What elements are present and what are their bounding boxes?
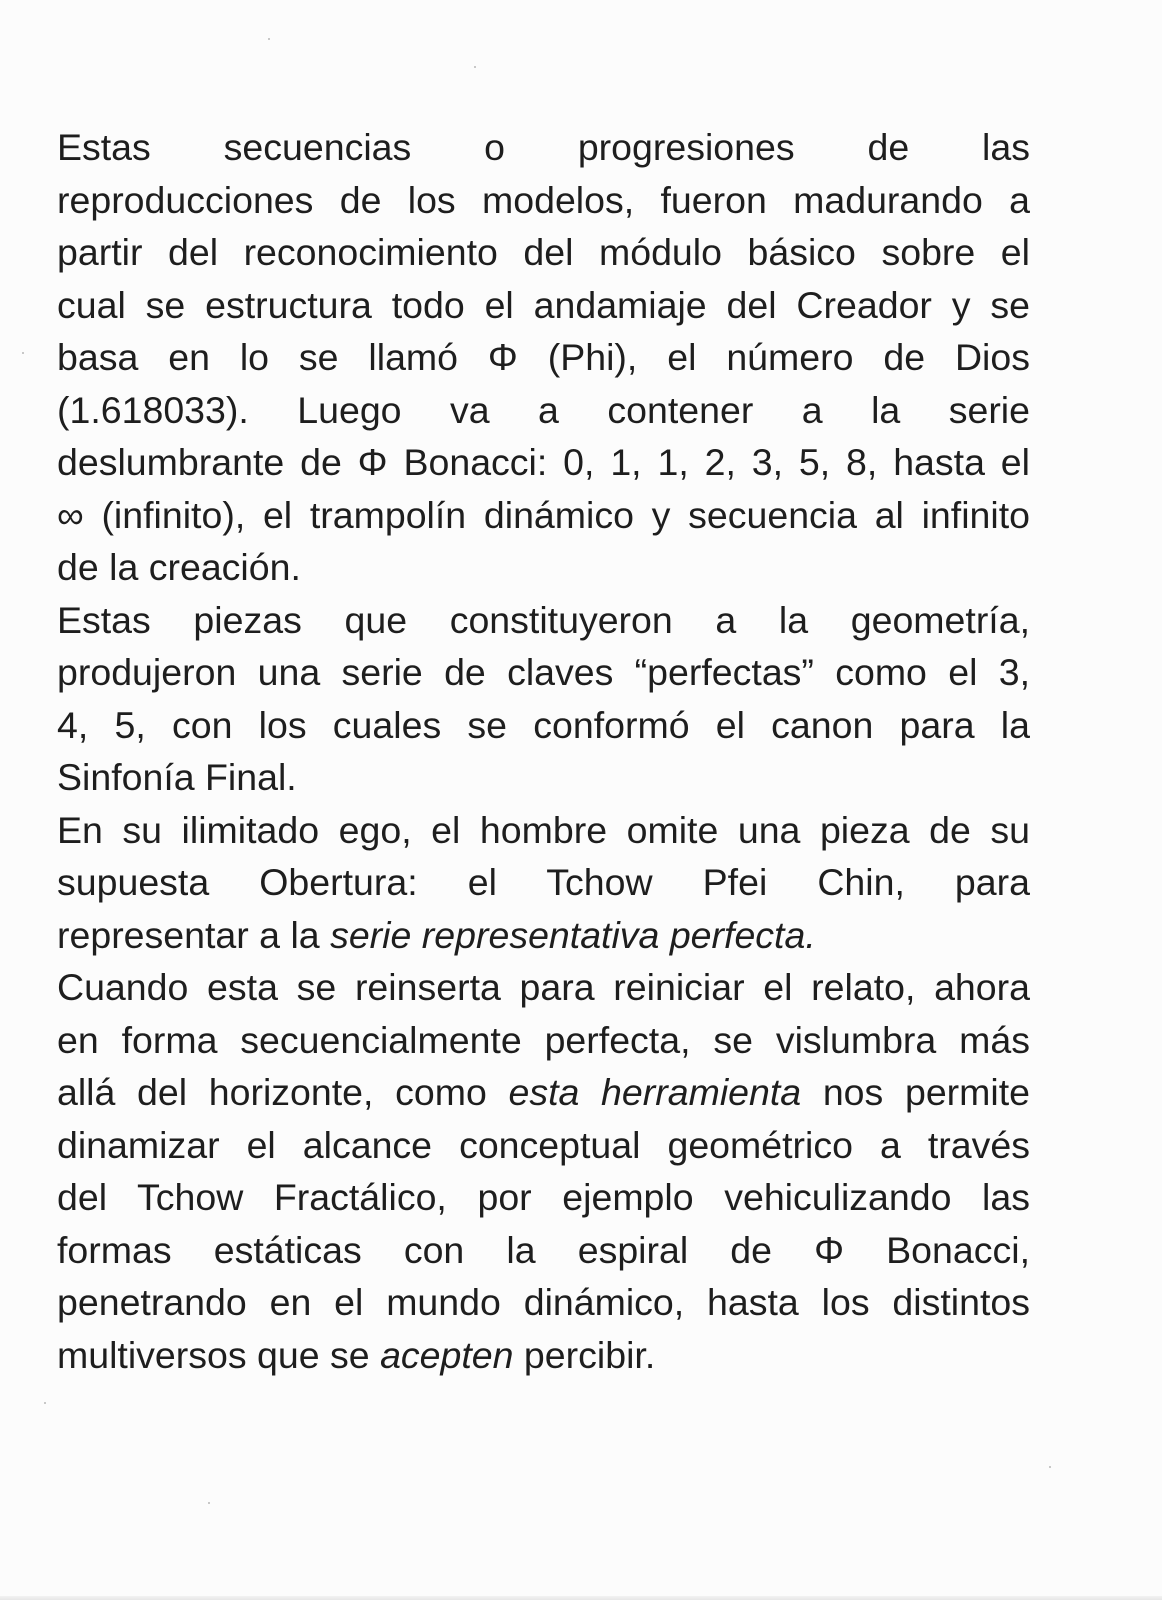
text-line (57, 751, 1030, 804)
text-run: en forma secuencialmente perfecta, se vislumbra más (57, 1018, 1030, 1061)
text-run: reproducciones de los modelos, fueron madurando a (57, 178, 1030, 221)
text-run: basa en lo se llamó Φ (Phi), el número de Dios (57, 336, 1030, 378)
text-run: Sinfonía Final. (57, 756, 297, 798)
scan-bottom-edge (0, 1596, 1162, 1600)
text-run: deslumbrante de Φ Bonacci: 0, 1, 1, 2, 3, 5, 8, hasta el (57, 441, 1030, 483)
text-line (57, 699, 1030, 752)
text-line (57, 1224, 1030, 1277)
text-run: Estas secuencias o progresiones de las (57, 126, 1030, 168)
scan-speck (22, 352, 24, 354)
text-run: percibir. (513, 1333, 656, 1376)
scan-speck (1049, 1466, 1051, 1468)
text-line (57, 384, 1030, 437)
text-line (57, 279, 1030, 332)
text-line (57, 541, 1030, 594)
text-run: supuesta Obertura: el Tchow Pfei Chin, para (57, 861, 1030, 903)
text-run: En su ilimitado ego, el hombre omite una pieza de su (57, 808, 1030, 851)
text-line (57, 226, 1030, 279)
text-line (57, 1171, 1030, 1224)
text-run: multiversos que se (57, 1333, 381, 1376)
text-run: allá del horizonte, como (57, 1071, 509, 1113)
text-line (57, 1066, 1030, 1119)
text-line (57, 1276, 1030, 1329)
text-run: dinamizar el alcance conceptual geométrico a través (57, 1123, 1030, 1166)
text-run: partir del reconocimiento del módulo básico sobre el (57, 231, 1030, 273)
paragraph (57, 804, 1030, 962)
scan-speck (268, 38, 270, 40)
scan-speck (474, 66, 476, 68)
text-run: formas estáticas con la espiral de Φ Bonacci, (57, 1228, 1030, 1271)
scan-speck (44, 1402, 46, 1404)
italic-text: esta herramienta (508, 1071, 802, 1113)
text-run: (1.618033). Luego va a contener a la serie (57, 388, 1030, 431)
text-run: del Tchow Fractálico, por ejemplo vehiculizando las (57, 1176, 1030, 1218)
text-line (57, 804, 1030, 857)
text-line (57, 961, 1030, 1014)
text-run: ∞ (infinito), el trampolín dinámico y secuencia al infinito (57, 493, 1030, 536)
text-run: produjeron una serie de claves “perfectas” como el 3, (57, 651, 1030, 693)
text-line (57, 489, 1030, 542)
text-line (57, 1329, 1030, 1382)
document-body (57, 121, 1030, 1381)
scan-speck (208, 1502, 210, 1504)
text-run: penetrando en el mundo dinámico, hasta los distintos (57, 1281, 1030, 1323)
italic-text: acepten (380, 1333, 514, 1376)
text-run: Estas piezas que constituyeron a la geometría, (57, 598, 1030, 641)
paragraph (57, 121, 1030, 594)
italic-text: serie representativa perfecta. (330, 913, 816, 956)
text-run: 4, 5, con los cuales se conformó el canon para la (57, 703, 1030, 746)
text-run: nos permite (801, 1071, 1031, 1113)
text-line (57, 436, 1030, 489)
text-line (57, 646, 1030, 699)
text-run: cual se estructura todo el andamiaje del Creador y se (57, 283, 1030, 326)
text-run: representar a la (57, 913, 331, 956)
text-line (57, 121, 1030, 174)
text-run: de la creación. (57, 546, 301, 588)
paragraph (57, 594, 1030, 804)
text-line (57, 594, 1030, 647)
text-line (57, 1014, 1030, 1067)
text-line (57, 331, 1030, 384)
text-line (57, 856, 1030, 909)
text-line (57, 909, 1030, 962)
text-run: Cuando esta se reinserta para reiniciar el relato, ahora (57, 966, 1030, 1008)
paragraph (57, 961, 1030, 1381)
text-line (57, 1119, 1030, 1172)
text-line (57, 174, 1030, 227)
